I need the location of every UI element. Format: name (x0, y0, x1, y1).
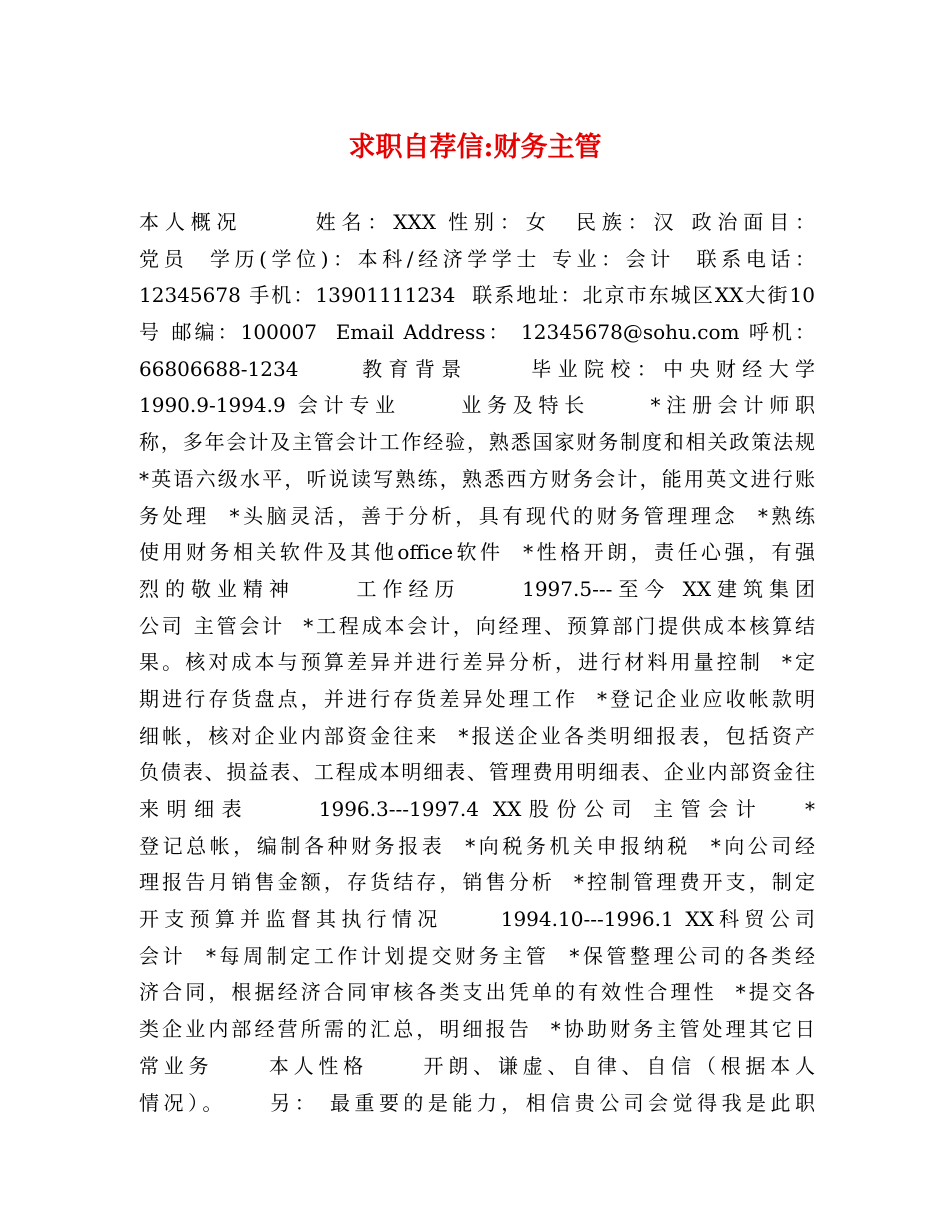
text-line: 号 邮编：100007 Email Address： 12345678@sohu.com 呼机： (139, 320, 815, 345)
text-line: 公司 主管会计 *工程成本会计，向经理、预算部门提供成本核算结 (139, 613, 815, 638)
text-line: 使用财务相关软件及其他office软件 *性格开朗，责任心强，有强 (139, 540, 815, 565)
text-line: 负债表、损益表、工程成本明细表、管理费用明细表、企业内部资金往 (139, 760, 815, 785)
text-line: 细帐，核对企业内部资金往来 *报送企业各类明细报表，包括资产 (139, 723, 815, 748)
text-line: 果。核对成本与预算差异并进行差异分析，进行材料用量控制 *定 (139, 650, 815, 675)
text-line: 本人概况 姓名：XXX 性别：女 民族：汉 政治面目： (139, 210, 815, 234)
text-line: 期进行存货盘点，并进行存货差异处理工作 *登记企业应收帐款明 (139, 686, 815, 711)
text-line: 开支预算并监督其执行情况 1994.10---1996.1 XX科贸公司 (139, 907, 815, 932)
text-line: 类企业内部经营所需的汇总，明细报告 *协助财务主管处理其它日 (139, 1017, 815, 1042)
page-title: 求职自荐信:财务主管 (348, 132, 602, 163)
text-line: 会计 *每周制定工作计划提交财务主管 *保管整理公司的各类经 (139, 943, 815, 968)
text-line: 党员 学历(学位)：本科/经济学学士 专业：会计 联系电话： (139, 246, 815, 271)
text-line: 12345678 手机：13901111234 联系地址：北京市东城区XX大街10 (139, 283, 815, 308)
text-line: 常业务 本人性格 开朗、谦虚、自律、自信（根据本人 (139, 1053, 815, 1078)
text-line: 登记总帐，编制各种财务报表 *向税务机关申报纳税 *向公司经 (139, 833, 815, 858)
text-line: 称，多年会计及主管会计工作经验，熟悉国家财务制度和相关政策法规 (139, 430, 815, 455)
text-line: 1990.9-1994.9 会计专业 业务及特长 *注册会计师职 (139, 393, 815, 418)
text-line: 理报告月销售金额，存货结存，销售分析 *控制管理费开支，制定 (139, 870, 815, 895)
text-line: 务处理 *头脑灵活，善于分析，具有现代的财务管理理念 *熟练 (139, 503, 815, 528)
letter-body (139, 204, 815, 1121)
text-line: 烈的敬业精神 工作经历 1997.5---至今 XX建筑集团 (139, 576, 815, 601)
text-line: 来明细表 1996.3---1997.4 XX股份公司 主管会计 * (139, 797, 815, 821)
text-line: 济合同，根据经济合同审核各类支出凭单的有效性合理性 *提交各 (139, 980, 815, 1005)
text-line: *英语六级水平，听说读写熟练，熟悉西方财务会计，能用英文进行账 (139, 466, 815, 491)
text-line: 情况）。 另： 最重要的是能力，相信贵公司会觉得我是此职 (139, 1090, 815, 1115)
text-line: 66806688-1234 教育背景 毕业院校：中央财经大学 (139, 356, 815, 381)
